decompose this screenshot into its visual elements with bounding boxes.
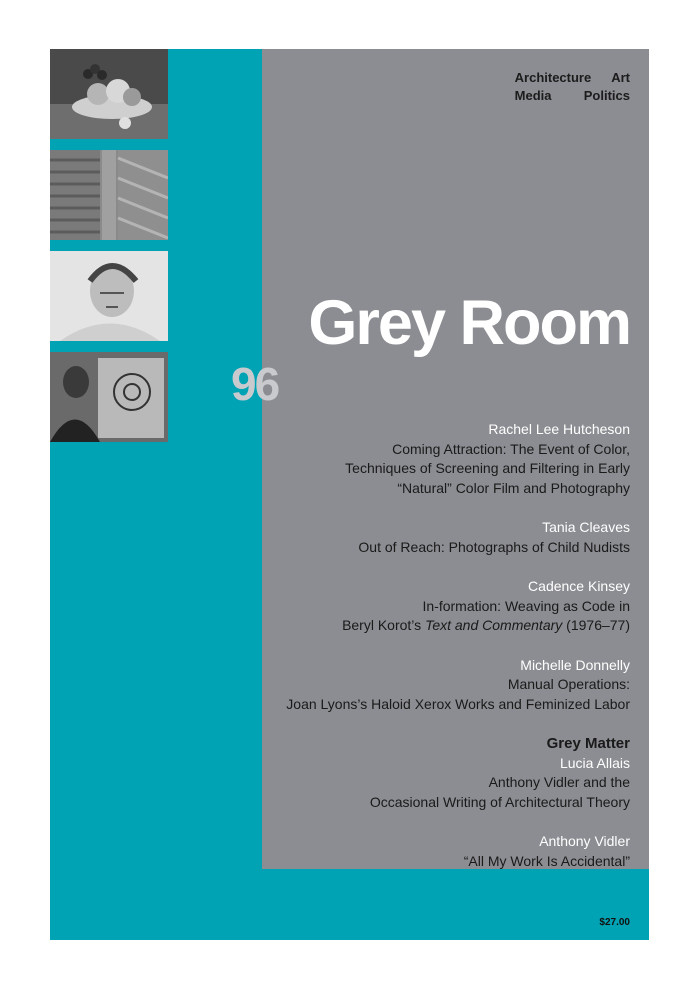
toc-line-text: (1976–77) [562, 617, 630, 633]
topic-media: Media [514, 88, 552, 103]
work-title: Text and Commentary [425, 617, 563, 633]
magazine-title: Grey Room [308, 288, 630, 358]
toc-line-text: Beryl Korot’s [342, 617, 426, 633]
toc-line: Occasional Writing of Architectural Theory [369, 793, 630, 810]
toc-line: Coming Attraction: The Event of Color, [392, 440, 630, 457]
toc-line: Manual Operations: [507, 676, 630, 692]
toc-entry [190, 420, 630, 498]
toc-line [190, 616, 630, 636]
toc-entry [190, 734, 630, 812]
toc-author: Anthony Vidler [539, 833, 630, 849]
issue-number: 96 [231, 358, 279, 410]
fruit-bowl-image [50, 49, 168, 139]
topics-row [515, 69, 630, 87]
topic-architecture: Architecture [514, 70, 592, 85]
grey-panel [262, 49, 649, 869]
topic-politics: Politics [583, 88, 630, 103]
toc-line: “Natural” Color Film and Photography [397, 479, 630, 496]
toc-entry [190, 832, 630, 871]
portrait-drawing-image [50, 251, 168, 341]
toc-entry [190, 656, 630, 715]
topics-list [515, 69, 630, 105]
lecture-photo [50, 352, 168, 442]
topics-row [515, 87, 630, 105]
toc-line: Joan Lyons’s Haloid Xerox Works and Feminized Labor [286, 695, 630, 712]
portrait-drawing-photo [50, 251, 168, 341]
textile-weaving-image [50, 150, 168, 240]
toc-author: Cadence Kinsey [528, 578, 630, 594]
toc-author: Tania Cleaves [542, 519, 630, 535]
toc-line: “All My Work Is Accidental” [463, 852, 630, 869]
lecture-image [50, 352, 168, 442]
toc-line: Techniques of Screening and Filtering in Early [345, 460, 630, 476]
price: $27.00 [599, 917, 630, 928]
toc-author: Michelle Donnelly [520, 656, 630, 673]
textile-weaving-photo [50, 150, 168, 240]
toc-entry [190, 518, 630, 557]
table-of-contents [190, 420, 630, 891]
toc-author: Rachel Lee Hutcheson [488, 421, 630, 437]
section-heading: Grey Matter [546, 735, 630, 752]
toc-author: Lucia Allais [559, 754, 630, 771]
toc-line: Anthony Vidler and the [488, 774, 630, 790]
toc-line: Out of Reach: Photographs of Child Nudists [358, 538, 630, 555]
topic-art: Art [611, 70, 630, 85]
magazine-cover [50, 49, 649, 940]
toc-entry [190, 577, 630, 636]
fruit-bowl-photo [50, 49, 168, 139]
toc-line: In-formation: Weaving as Code in [422, 597, 630, 614]
